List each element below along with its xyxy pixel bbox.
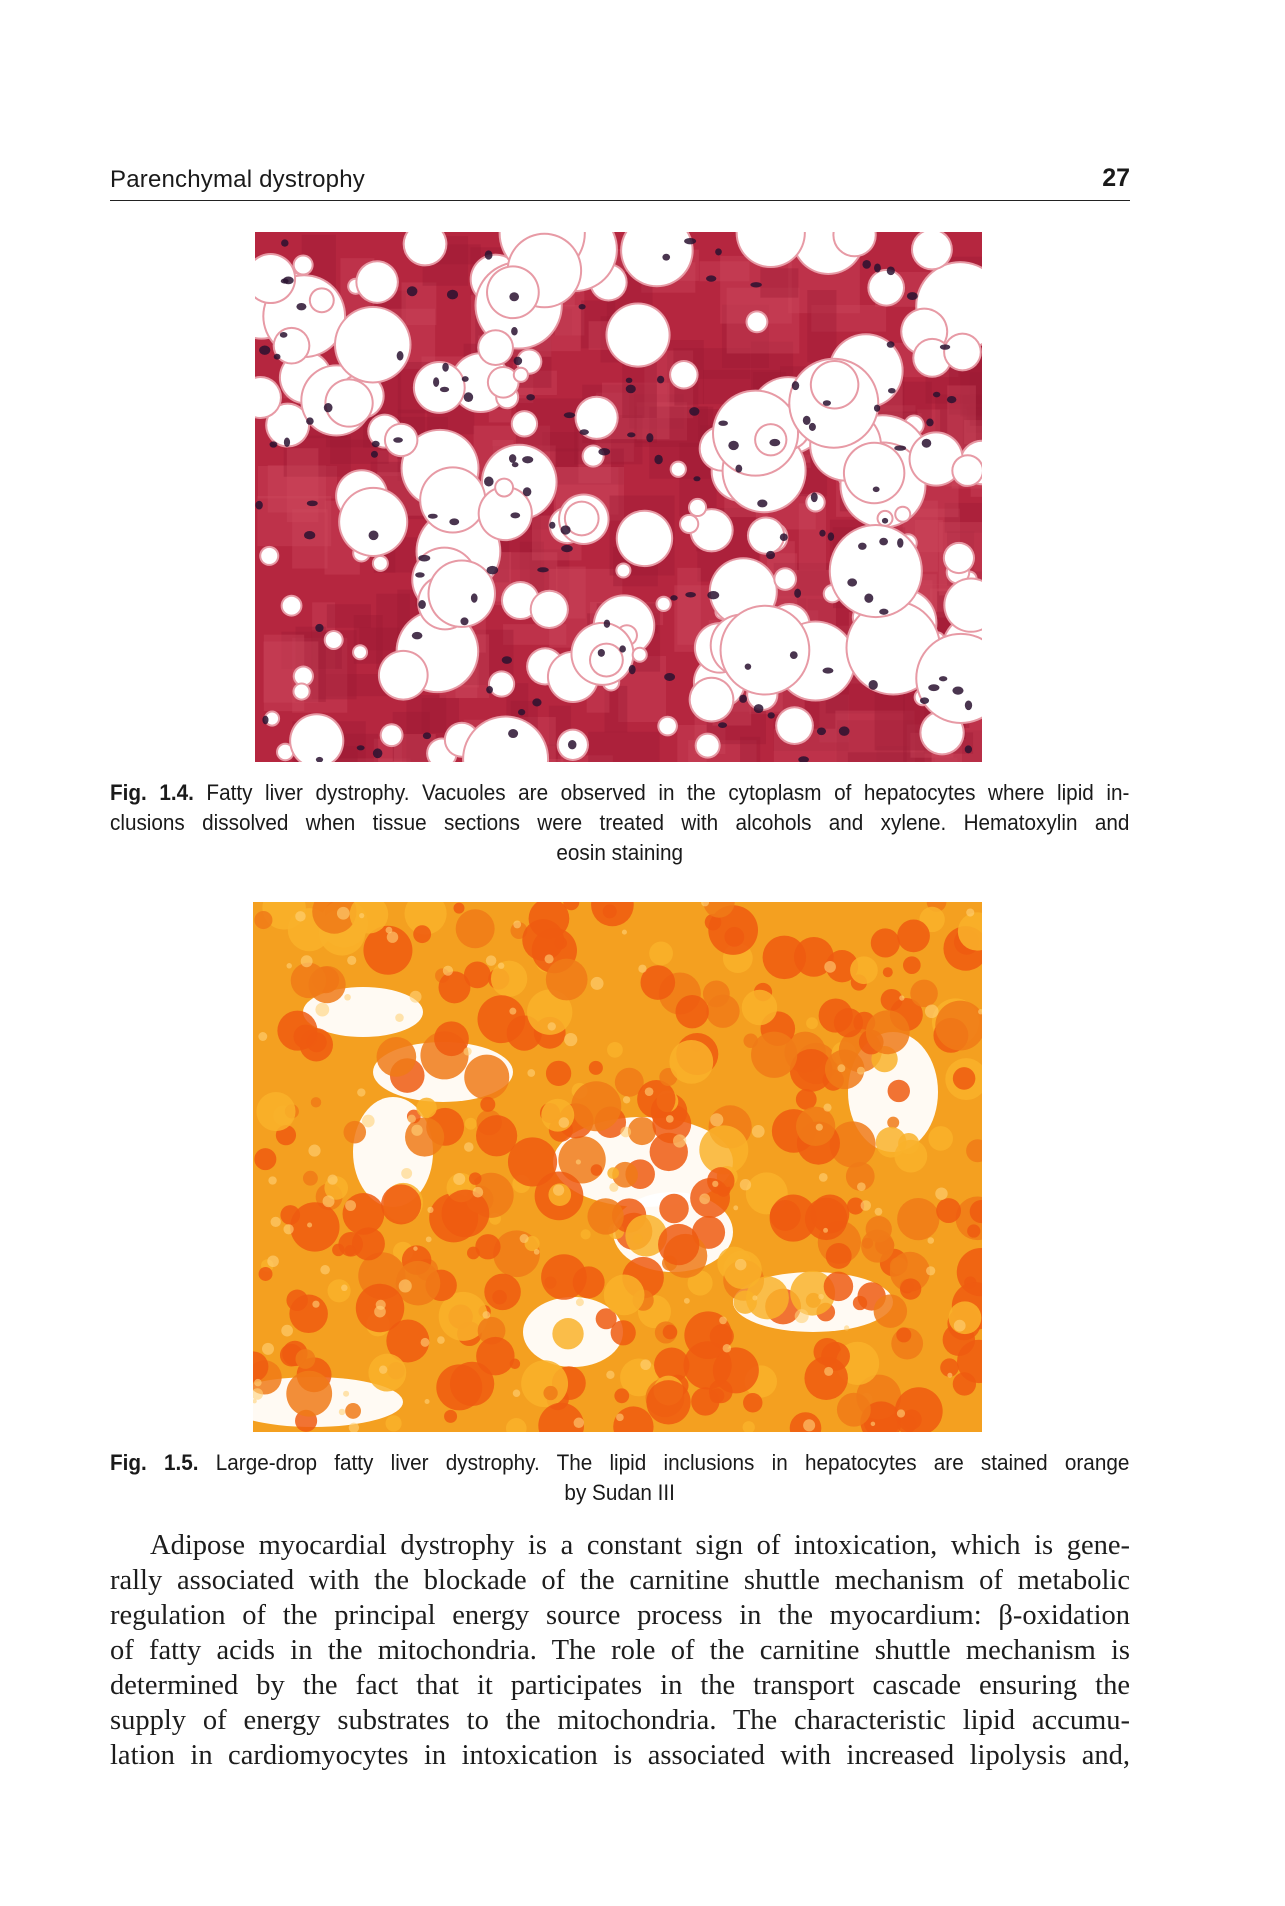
figure-1-4-micrograph — [255, 232, 982, 762]
figure-1-5-caption — [110, 1448, 1129, 1508]
section-title: Parenchymal dystrophy — [110, 166, 365, 193]
page-number: 27 — [1102, 164, 1130, 192]
text-line: of fatty acids in the mitochondria. The role of the carnitine shuttle mechanism is — [110, 1635, 1130, 1666]
caption-text: Large-drop fatty liver dystrophy. The lipid inclusions in hepatocytes are stained orange — [198, 1450, 1130, 1475]
figure-1-5-micrograph — [253, 902, 982, 1432]
body-paragraph — [110, 1528, 1130, 1773]
text-line: supply of energy substrates to the mitochondria. The characteristic lipid accumu- — [110, 1705, 1130, 1736]
caption-label: Fig. 1.5. — [110, 1450, 199, 1475]
caption-text: Fatty liver dystrophy. Vacuoles are observed in the cytoplasm of hepatocytes where lipid in- — [193, 780, 1130, 805]
running-header — [110, 160, 1130, 201]
caption-label: Fig. 1.4. — [110, 780, 194, 805]
text-line: lation in cardiomyocytes in intoxication is associated with increased lipolysis and, — [110, 1740, 1130, 1771]
caption-text: eosin staining — [556, 840, 683, 865]
figure-1-4-caption — [110, 778, 1129, 868]
sudan-stain-micrograph — [253, 902, 982, 1432]
caption-text: by Sudan III — [564, 1480, 675, 1505]
text-line: rally associated with the blockade of the carnitine shuttle mechanism of metabolic — [110, 1565, 1130, 1596]
text-line: determined by the fact that it participates in the transport cascade ensuring the — [110, 1670, 1130, 1701]
text-line: regulation of the principal energy source process in the myocardium: β-oxidation — [110, 1600, 1130, 1631]
he-stain-micrograph — [255, 232, 982, 762]
caption-text: clusions dissolved when tissue sections were treated with alcohols and xylene. Hematoxylin and — [110, 810, 1130, 835]
text-line: Adipose myocardial dystrophy is a constant sign of intoxication, which is gene- — [150, 1530, 1130, 1561]
